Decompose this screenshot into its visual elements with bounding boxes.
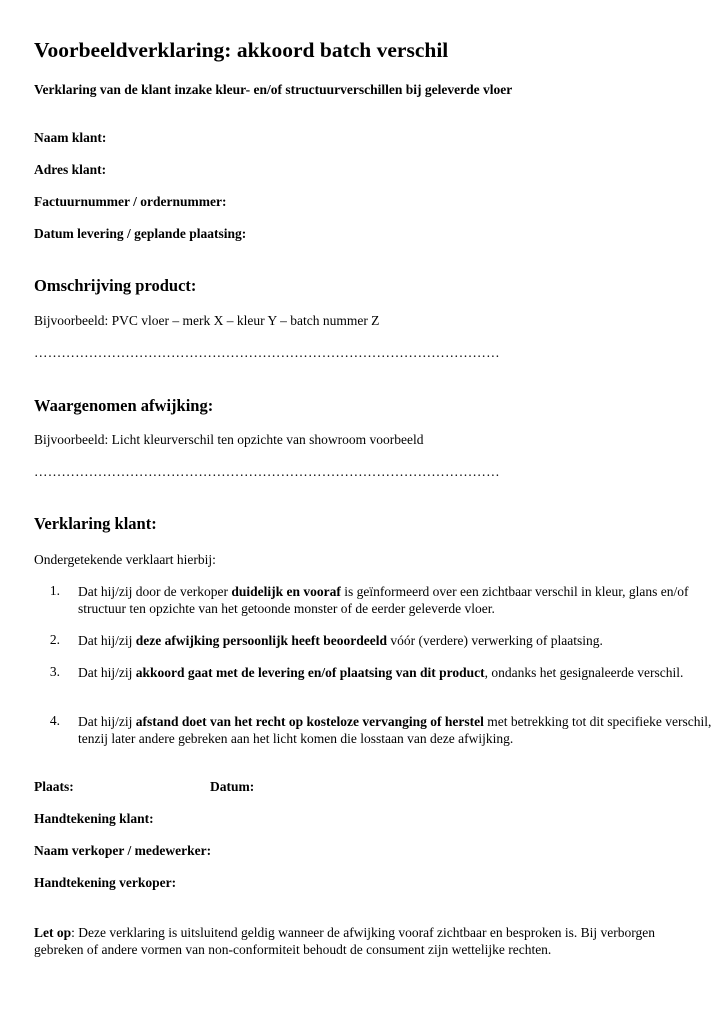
list-item: Dat hij/zij deze afwijking persoonlijk heeft beoordeeld vóór (verdere) verwerking of plaatsing.: [78, 633, 603, 648]
document-subtitle: Verklaring van de klant inzake kleur- en/of structuurverschillen bij geleverde vloer: [34, 82, 513, 97]
field-handtekening-verkoper: Handtekening verkoper:: [34, 875, 177, 890]
field-adres-klant: Adres klant:: [34, 162, 107, 177]
note-text: : Deze verklaring is uitsluitend geldig wanneer de afwijking vooraf zichtbaar en besproken is. Bij verborgen gebreken of andere vormen van non-conformiteit behoudt de consument zijn wettelijke rechten.: [34, 925, 655, 957]
field-datum: Datum:: [210, 779, 255, 794]
document-title: Voorbeeldverklaring: akkoord batch verschil: [34, 38, 449, 62]
product-dotted-line: …………………………………………………………………………………………: [34, 345, 500, 360]
list-item-number: 1.: [49, 583, 60, 598]
note-label: Let op: [34, 925, 72, 940]
field-plaats: Plaats:: [34, 779, 74, 794]
list-item-number: 3.: [49, 664, 60, 679]
field-datum-levering: Datum levering / geplande plaatsing:: [34, 226, 247, 241]
list-item: Dat hij/zij afstand doet van het recht op kosteloze vervanging of herstel met betrekking tot dit specifieke verschil, tenzij later andere gebreken aan het licht komen die losstaan van deze afwijking.: [78, 714, 712, 746]
section-heading-declaration: Verklaring klant:: [34, 514, 157, 533]
list-item-number: 4.: [49, 713, 60, 728]
field-factuurnummer: Factuurnummer / ordernummer:: [34, 194, 227, 209]
list-item: Dat hij/zij door de verkoper duidelijk en vooraf is geïnformeerd over een zichtbaar verschil in kleur, glans en/of structuur ten opzichte van het getoonde monster of de eerder geleverde vloer.: [78, 584, 689, 616]
deviation-dotted-line: …………………………………………………………………………………………: [34, 464, 500, 479]
product-example: Bijvoorbeeld: PVC vloer – merk X – kleur Y – batch nummer Z: [34, 313, 380, 328]
deviation-example: Bijvoorbeeld: Licht kleurverschil ten opzichte van showroom voorbeeld: [34, 432, 424, 447]
declaration-intro: Ondergetekende verklaart hierbij:: [34, 552, 216, 567]
field-naam-klant: Naam klant:: [34, 130, 107, 145]
section-heading-product: Omschrijving product:: [34, 276, 197, 295]
field-naam-verkoper: Naam verkoper / medewerker:: [34, 843, 212, 858]
field-handtekening-klant: Handtekening klant:: [34, 811, 154, 826]
list-item: Dat hij/zij akkoord gaat met de levering en/of plaatsing van dit product, ondanks het gesignaleerde verschil.: [78, 665, 684, 680]
legal-note: [34, 924, 674, 958]
section-heading-deviation: Waargenomen afwijking:: [34, 396, 214, 415]
list-item-number: 2.: [49, 632, 60, 647]
